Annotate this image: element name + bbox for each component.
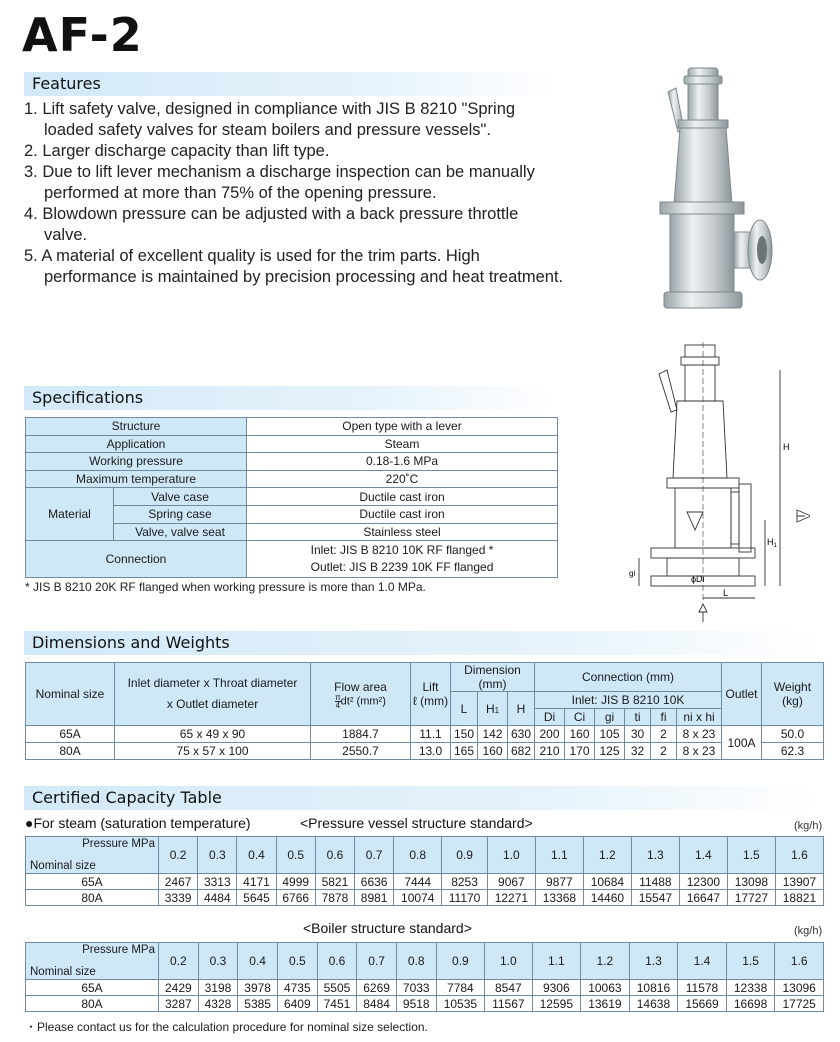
capacity-cell: 9877 [535,874,583,890]
capacity-heading: Certified Capacity Table [24,786,824,810]
nominal-size-cell: 80A [26,890,159,906]
pressure-header: 1.4 [679,837,727,874]
spec-label: Connection [26,541,247,578]
pressure-header: 1.5 [727,837,775,874]
capacity-cell: 10684 [583,874,631,890]
connection-outlet: Outlet: JIS B 2239 10K FF flanged [310,560,494,575]
corner-size-label: Nominal size [30,966,96,978]
spec-label: Valve case [114,488,247,506]
spec-value: Ductile cast iron [247,505,558,523]
capacity-cell: 13098 [727,874,775,890]
table-row [26,996,824,1012]
nominal-size-cell: 80A [26,996,159,1012]
capacity-cell: 7033 [396,980,436,996]
capacity-cell: 8547 [485,980,532,996]
capacity-cell: 5385 [238,996,278,1012]
drawing-label-di: ϕDi [691,574,705,584]
capacity-cell: 13619 [581,996,630,1012]
capacity-cell: 2467 [159,874,198,890]
cell: 75 x 57 x 100 [115,743,311,760]
drawing-label-l: L [723,588,729,598]
capacity-cell: 12595 [532,996,581,1012]
capacity-cell: 9518 [396,996,436,1012]
col-ti: ti [625,709,651,726]
corner-header [26,837,159,874]
capacity-cell: 3339 [159,890,198,906]
capacity-cell: 7451 [317,996,357,1012]
table-row [26,743,824,760]
table-header-row [26,837,824,874]
drawing-label-h1: $H_1$ [767,537,777,549]
cell: 200 [535,726,565,743]
capacity-cell: 4999 [276,874,315,890]
feature-item: 2. Larger discharge capacity than lift type. [24,142,330,160]
pressure-header: 0.9 [442,837,488,874]
capacity-cell: 9067 [487,874,535,890]
capacity-cell: 7784 [436,980,485,996]
capacity-cell: 3313 [198,874,237,890]
connection-inlet: Inlet: JIS B 8210 10K RF flanged * [310,543,494,558]
pressure-header: 1.0 [485,943,532,980]
cell: 30 [625,726,651,743]
capacity-cell: 8981 [355,890,394,906]
capacity-cell: 18821 [775,890,823,906]
col-weight-line1: Weight [773,680,812,694]
capacity-cell: 4484 [198,890,237,906]
pressure-header: 0.5 [276,837,315,874]
col-fi: fi [651,709,677,726]
table-row [26,435,558,453]
features-list [24,99,564,288]
spec-value: Ductile cast iron [247,488,558,506]
capacity-cell: 14460 [583,890,631,906]
flow-frac-bottom: 4 [335,700,341,710]
spec-label: Working pressure [26,453,247,471]
col-l: L [451,692,478,726]
spec-value: 0.18-1.6 MPa [247,453,558,471]
corner-header [26,943,159,980]
cell: 1884.7 [311,726,411,743]
cell: 170 [565,743,595,760]
capacity-footnote: ・Please contact us for the calculation procedure for nominal size selection. [25,1020,428,1034]
capacity-cell: 11170 [442,890,488,906]
pressure-header: 1.5 [726,943,775,980]
cell: 125 [595,743,625,760]
col-nixhi: ni x hi [677,709,722,726]
pressure-header: 1.3 [631,837,679,874]
cell: 80A [26,743,115,760]
cell: 2 [651,743,677,760]
steam-label: For steam (saturation temperature) [33,815,251,831]
capacity-cell: 3287 [159,996,199,1012]
boiler-standard-label: <Boiler structure standard> [303,920,472,936]
nominal-size-cell: 65A [26,980,159,996]
product-title: AF-2 [22,8,143,62]
valve-photo [640,64,790,324]
table-header-row [26,943,824,980]
nominal-size-cell: 65A [26,874,159,890]
drawing-label-gi: gi [629,569,636,578]
capacity-cell: 5645 [237,890,276,906]
feature-item: 1. Lift safety valve, designed in compliance with JIS B 8210 "Spring loaded safety valves for steam boilers and pressure vessels". [24,100,516,139]
table-row [26,726,824,743]
cell: 160 [478,743,508,760]
col-h1 [478,692,508,726]
specifications-heading: Specifications [24,386,557,410]
capacity-cell: 13907 [775,874,823,890]
table-row [26,980,824,996]
pressure-header: 0.3 [198,943,238,980]
capacity-cell: 10535 [436,996,485,1012]
capacity-cell: 11488 [631,874,679,890]
flow-unit: dt² (mm²) [340,694,386,707]
capacity-cell: 16647 [679,890,727,906]
pressure-header: 0.4 [238,943,278,980]
feature-item: 3. Due to lift lever mechanism a discharge inspection can be manually performed at more than 75% of the opening pressure. [24,163,535,202]
capacity-cell: 3198 [198,980,238,996]
valve-dimension-drawing [625,340,810,625]
pv-standard-label: <Pressure vessel structure standard> [300,815,533,831]
capacity-cell: 8484 [357,996,397,1012]
col-h: H [508,692,535,726]
cell: 8 x 23 [677,726,722,743]
spec-label: Application [26,435,247,453]
dimensions-heading: Dimensions and Weights [24,631,824,655]
col-lift [411,663,451,726]
dimensions-table [25,662,824,760]
spec-label: Valve, valve seat [114,523,247,541]
unit-label: (kg/h) [794,925,823,937]
col-h1-sub: 1 [494,705,500,715]
table-row [26,470,558,488]
bullet-icon: ● [25,815,34,831]
pressure-header: 0.2 [159,943,199,980]
col-flow-line1: Flow area [334,679,387,694]
cell: 11.1 [411,726,451,743]
cell: 13.0 [411,743,451,760]
corner-pressure-label: Pressure MPa [82,838,155,850]
table-row [26,890,824,906]
pressure-header: 0.7 [357,943,397,980]
capacity-cell: 6269 [357,980,397,996]
pressure-header: 0.8 [394,837,442,874]
spec-label: Maximum temperature [26,470,247,488]
pressure-header: 1.4 [678,943,727,980]
capacity-cell: 7878 [315,890,354,906]
cell: 142 [478,726,508,743]
pressure-header: 0.4 [237,837,276,874]
spec-value: Open type with a lever [247,418,558,436]
capacity-cell: 17725 [775,996,824,1012]
col-diameters-line1: Inlet diameter x Throat diameter [127,676,298,690]
capacity-cell: 15669 [678,996,727,1012]
spec-label: Structure [26,418,247,436]
pressure-header: 0.9 [436,943,485,980]
pressure-header: 0.2 [159,837,198,874]
features-heading: Features [24,72,557,96]
pressure-header: 1.2 [583,837,631,874]
capacity-cell: 17727 [727,890,775,906]
capacity-cell: 2429 [159,980,199,996]
pressure-header: 1.1 [535,837,583,874]
capacity-cell: 10816 [629,980,678,996]
cell: 160 [565,726,595,743]
col-flow-area [311,663,411,726]
col-inlet: Inlet: JIS B 8210 10K [535,692,722,709]
cell: 630 [508,726,535,743]
table-row [26,453,558,471]
cell: 62.3 [762,743,824,760]
col-weight [762,663,824,726]
capacity-cell: 5821 [315,874,354,890]
capacity-cell: 12271 [487,890,535,906]
pressure-header: 0.6 [315,837,354,874]
corner-size-label: Nominal size [30,860,96,872]
cell: 150 [451,726,478,743]
capacity-cell: 4735 [277,980,317,996]
pressure-header: 1.2 [581,943,630,980]
capacity-cell: 13368 [535,890,583,906]
capacity-cell: 6766 [276,890,315,906]
capacity-table-boiler [25,942,824,1012]
capacity-cell: 4328 [198,996,238,1012]
pressure-header: 0.7 [355,837,394,874]
capacity-cell: 8253 [442,874,488,890]
table-row [26,488,558,506]
corner-pressure-label: Pressure MPa [82,944,155,956]
col-lift-line2: ℓ (mm) [412,694,449,708]
spec-value: Steam [247,435,558,453]
cell: 32 [625,743,651,760]
capacity-cell: 16698 [726,996,775,1012]
spec-value: Stainless steel [247,523,558,541]
pressure-header: 1.1 [532,943,581,980]
capacity-cell: 9306 [532,980,581,996]
capacity-cell: 12300 [679,874,727,890]
pressure-header: 1.0 [487,837,535,874]
cell: 65 x 49 x 90 [115,726,311,743]
capacity-cell: 6409 [277,996,317,1012]
col-lift-line1: Lift [422,680,439,694]
col-h1-letter: H [485,701,495,716]
col-di: Di [535,709,565,726]
cell: 2550.7 [311,743,411,760]
cell: 65A [26,726,115,743]
col-weight-line2: (kg) [782,694,803,708]
capacity-cell: 12338 [726,980,775,996]
spec-label: Material [26,488,114,541]
col-gi: gi [595,709,625,726]
spec-value [247,541,558,578]
cell: 165 [451,743,478,760]
col-nominal-size: Nominal size [26,663,115,726]
drawing-label-h: H [783,442,790,452]
pressure-header: 1.3 [629,943,678,980]
pressure-header: 1.6 [775,943,824,980]
capacity-cell: 11567 [485,996,532,1012]
pressure-header: 0.8 [396,943,436,980]
cell: 2 [651,726,677,743]
capacity-cell: 10063 [581,980,630,996]
capacity-cell: 14638 [629,996,678,1012]
cell: 682 [508,743,535,760]
pressure-header: 0.3 [198,837,237,874]
unit-label: (kg/h) [794,820,823,832]
col-dimension: Dimension (mm) [451,663,535,692]
flow-frac-top: π [335,692,341,702]
capacity-cell: 4171 [237,874,276,890]
table-row [26,418,558,436]
feature-item: 4. Blowdown pressure can be adjusted with a back pressure throttle valve. [24,205,519,244]
feature-item: 5. A material of excellent quality is used for the trim parts. High performance is maintained by precision processing and heat treatment. [24,247,564,286]
spec-label: Spring case [114,505,247,523]
capacity-cell: 5505 [317,980,357,996]
pressure-header: 0.5 [277,943,317,980]
col-outlet: Outlet [722,663,762,726]
capacity-cell: 15547 [631,890,679,906]
table-header-row [26,663,824,692]
col-connection: Connection (mm) [535,663,722,692]
col-ci: Ci [565,709,595,726]
cell: 8 x 23 [677,743,722,760]
capacity-cell: 3978 [238,980,278,996]
cell-outlet: 100A [722,726,762,760]
capacity-table-pressure-vessel [25,836,824,906]
col-diameters [115,663,311,726]
capacity-cell: 10074 [394,890,442,906]
cell: 105 [595,726,625,743]
table-row [26,541,558,578]
capacity-cell: 7444 [394,874,442,890]
col-flow-line2 [312,694,409,709]
cell: 210 [535,743,565,760]
steam-subtitle [25,815,251,831]
table-row [26,874,824,890]
capacity-cell: 11578 [678,980,727,996]
spec-value: 220˚C [247,470,558,488]
capacity-cell: 13096 [775,980,824,996]
pressure-header: 1.6 [775,837,823,874]
pressure-header: 0.6 [317,943,357,980]
capacity-cell: 6636 [355,874,394,890]
cell: 50.0 [762,726,824,743]
specifications-table [25,417,558,578]
specifications-footnote: * JIS B 8210 20K RF flanged when working pressure is more than 1.0 MPa. [25,580,426,594]
col-diameters-line2: x Outlet diameter [166,697,259,711]
